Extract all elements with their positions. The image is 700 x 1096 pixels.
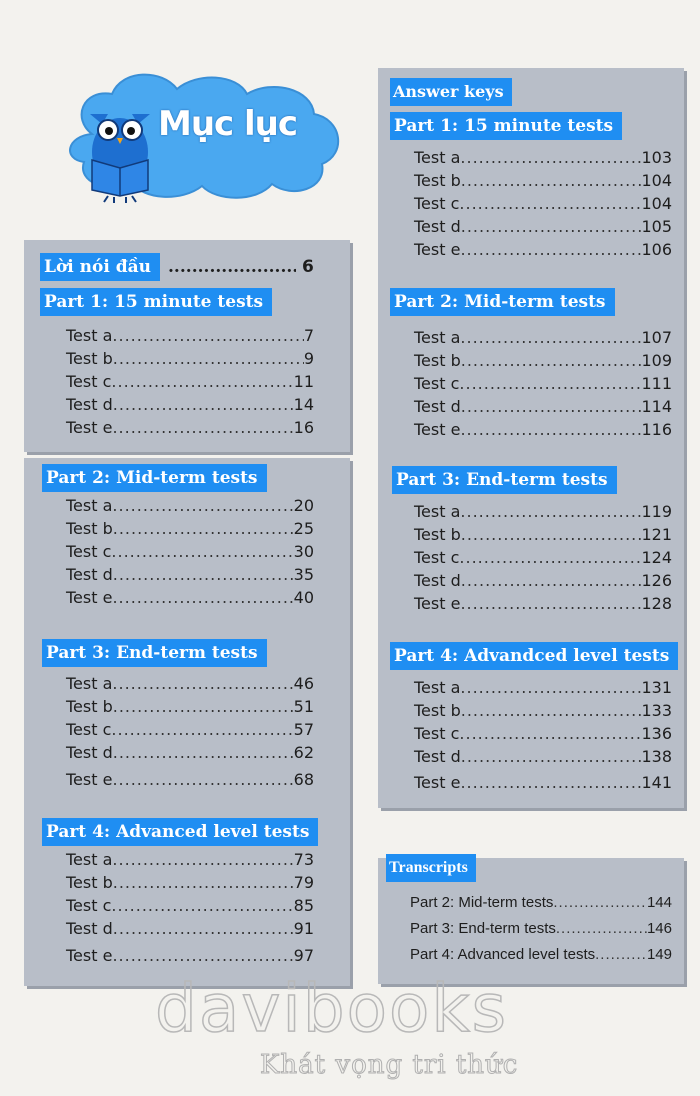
toc-entry: Test a ..... 73 [66, 848, 314, 871]
answer-keys-header: Answer keys [390, 78, 512, 106]
toc-entry: Test d ..... 35 [66, 563, 314, 586]
left-section-header: Part 2: Mid-term tests [42, 464, 267, 492]
toc-entry: Test e ..... 16 [66, 416, 314, 439]
left-section-entries [66, 672, 314, 791]
right-section-entries [414, 146, 672, 261]
toc-entry: Test e ..... 68 [66, 768, 314, 791]
toc-entry: Test d ..... 91 [66, 917, 314, 940]
left-section-entries [66, 848, 314, 967]
foreword-label: Lời nói đầu [40, 253, 160, 281]
toc-entry: Test c ..... 104 [414, 192, 672, 215]
toc-entry: Test b ..... 104 [414, 169, 672, 192]
toc-entry: Test a ..... 107 [414, 326, 672, 349]
toc-entry: Test e ..... 40 [66, 586, 314, 609]
toc-entry: Test d ..... 14 [66, 393, 314, 416]
watermark-brand: davibooks [155, 970, 508, 1047]
toc-entry: Test e ..... 128 [414, 592, 672, 615]
right-section-header: Part 1: 15 minute tests [390, 112, 622, 140]
toc-entry: Test e ..... 141 [414, 771, 672, 794]
toc-entry: Test a ..... 119 [414, 500, 672, 523]
toc-entry: Test a ..... 7 [66, 324, 314, 347]
toc-entry: Test b ..... 9 [66, 347, 314, 370]
toc-entry: Test b ..... 121 [414, 523, 672, 546]
left-panel-2 [24, 458, 350, 986]
foreword-page: 6 [302, 257, 314, 277]
toc-entry: Part 4: Advanced level tests ..... 149 [410, 942, 672, 968]
toc-entry: Test d ..... 62 [66, 741, 314, 764]
toc-entry: Test b ..... 133 [414, 699, 672, 722]
watermark-tagline: Khát vọng tri thức [260, 1050, 519, 1080]
right-section-entries [414, 676, 672, 794]
toc-entry: Part 2: Mid-term tests ..... 144 [410, 890, 672, 916]
toc-entry: Test c ..... 57 [66, 718, 314, 741]
toc-entry: Test d ..... 138 [414, 745, 672, 768]
toc-entry: Test a ..... 46 [66, 672, 314, 695]
left-section-header: Part 3: End-term tests [42, 639, 267, 667]
toc-entry: Test c ..... 111 [414, 372, 672, 395]
left-section-entries [66, 494, 314, 609]
right-section-entries [414, 326, 672, 441]
owl-icon [90, 114, 150, 203]
page-title: Mục lục [158, 104, 298, 144]
toc-entry: Test c ..... 85 [66, 894, 314, 917]
right-section-header: Part 2: Mid-term tests [390, 288, 615, 316]
toc-entry: Test d ..... 105 [414, 215, 672, 238]
toc-entry: Test c ..... 11 [66, 370, 314, 393]
foreword-entry [40, 253, 314, 281]
toc-entry: Test e ..... 116 [414, 418, 672, 441]
foreword-leader [168, 253, 296, 281]
toc-entry: Test c ..... 30 [66, 540, 314, 563]
right-section-entries [414, 500, 672, 615]
toc-entry: Test a ..... 20 [66, 494, 314, 517]
transcripts-header: Transcripts [386, 854, 476, 882]
right-panel-transcripts [378, 858, 684, 984]
toc-entry: Test b ..... 25 [66, 517, 314, 540]
toc-entry: Test b ..... 109 [414, 349, 672, 372]
right-section-header: Part 4: Advandced level tests [390, 642, 678, 670]
toc-entry: Test a ..... 103 [414, 146, 672, 169]
toc-entry: Test d ..... 126 [414, 569, 672, 592]
toc-entry: Test b ..... 79 [66, 871, 314, 894]
left-section-header: Part 1: 15 minute tests [40, 288, 272, 316]
toc-entry: Test c ..... 136 [414, 722, 672, 745]
left-section-header: Part 4: Advanced level tests [42, 818, 318, 846]
toc-entry: Part 3: End-term tests ..... 146 [410, 916, 672, 942]
left-section-entries [66, 324, 314, 439]
right-section-header: Part 3: End-term tests [392, 466, 617, 494]
toc-entry: Test d ..... 114 [414, 395, 672, 418]
toc-entry: Test b ..... 51 [66, 695, 314, 718]
toc-entry: Test e ..... 106 [414, 238, 672, 261]
transcripts-entries [410, 890, 672, 968]
toc-entry: Test c ..... 124 [414, 546, 672, 569]
left-panel-1 [24, 240, 350, 452]
right-panel-answer-keys [378, 68, 684, 808]
toc-entry: Test a ..... 131 [414, 676, 672, 699]
toc-entry: Test e ..... 97 [66, 944, 314, 967]
